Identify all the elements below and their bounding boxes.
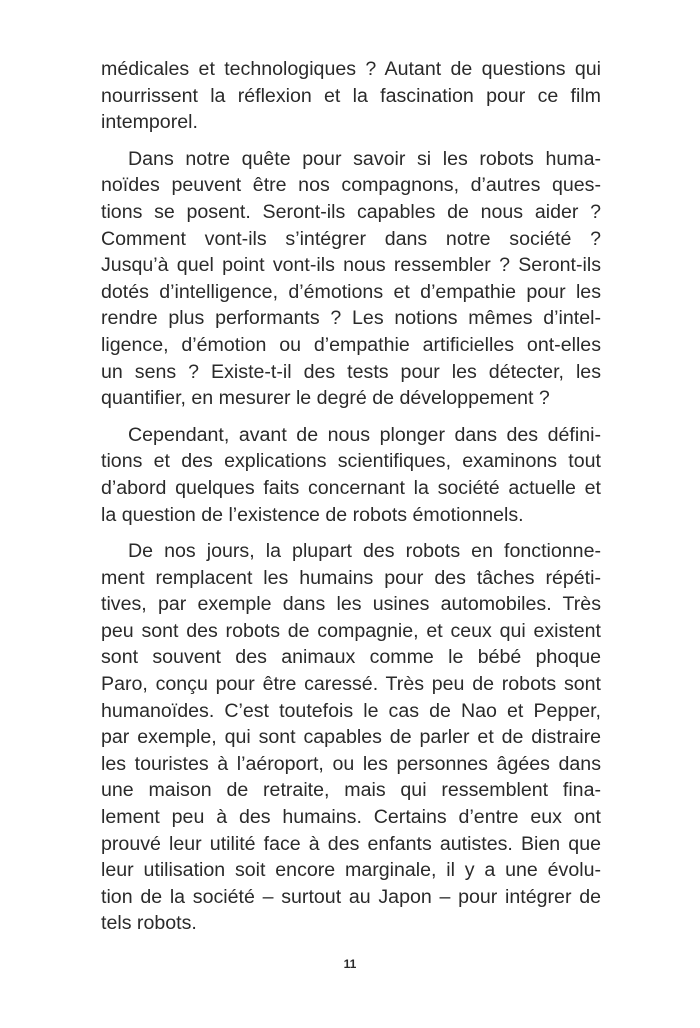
text-line: Paro, conçu pour être caressé. Très peu de robots sont	[101, 673, 601, 696]
text-line: sont souvent des animaux comme le bébé phoque	[101, 646, 601, 669]
text-line: humanoïdes. C’est toutefois le cas de Nao et Pepper,	[101, 699, 601, 722]
text-line: rendre plus performants ? Les notions mêmes d’intel-	[101, 307, 601, 330]
text-line: un sens ? Existe-t-il des tests pour les détecter, les	[101, 360, 601, 383]
page-number: 11	[343, 957, 357, 971]
paragraph	[101, 422, 601, 528]
text-line: les touristes à l’aéroport, ou les personnes âgées dans	[101, 752, 601, 775]
paragraph	[101, 146, 601, 412]
text-line: tels robots.	[101, 912, 197, 935]
text-line: par exemple, qui sont capables de parler et de distraire	[101, 726, 601, 749]
text-line: une maison de retraite, mais qui ressemblent fina-	[101, 779, 601, 802]
text-line: tives, par exemple dans les usines automobiles. Très	[101, 593, 601, 616]
text-line: ligence, d’émotion ou d’empathie artificielles ont-elles	[101, 333, 601, 356]
text-line: Dans notre quête pour savoir si les robots huma-	[128, 147, 601, 170]
text-line: tion de la société – surtout au Japon – pour intégrer de	[101, 885, 601, 908]
text-line: la question de l’existence de robots émotionnels.	[101, 503, 524, 526]
text-line: tions se posent. Seront-ils capables de nous aider ?	[101, 200, 601, 223]
text-line: quantifier, en mesurer le degré de développement ?	[101, 387, 550, 410]
text-line: De nos jours, la plupart des robots en fonctionne-	[128, 540, 601, 563]
text-line: lement peu à des humains. Certains d’entre eux ont	[101, 806, 601, 829]
text-line: intemporel.	[101, 111, 198, 134]
text-line: noïdes peuvent être nos compagnons, d’autres ques-	[101, 174, 601, 197]
text-line: leur utilisation soit encore marginale, il y a une évolu-	[101, 859, 601, 882]
text-line: tions et des explications scientifiques, examinons tout	[101, 450, 601, 473]
paragraph	[101, 538, 601, 937]
paragraph	[101, 56, 601, 136]
text-line: Cependant, avant de nous plonger dans des défini-	[128, 423, 601, 446]
text-line: Jusqu’à quel point vont-ils nous ressembler ? Seront-ils	[101, 254, 601, 277]
text-line: nourrissent la réflexion et la fascination pour ce film	[101, 84, 601, 107]
text-line: d’abord quelques faits concernant la société actuelle et	[101, 476, 601, 499]
text-line: médicales et technologiques ? Autant de questions qui	[101, 58, 601, 80]
text-line: prouvé leur utilité face à des enfants autistes. Bien que	[101, 832, 601, 855]
text-line: dotés d’intelligence, d’émotions et d’empathie pour les	[101, 280, 601, 303]
text-line: peu sont des robots de compagnie, et ceux qui existent	[101, 619, 601, 642]
text-line: Comment vont-ils s’intégrer dans notre société ?	[101, 227, 601, 250]
text-line: ment remplacent les humains pour des tâches répéti-	[101, 566, 601, 589]
body-text	[101, 56, 601, 947]
